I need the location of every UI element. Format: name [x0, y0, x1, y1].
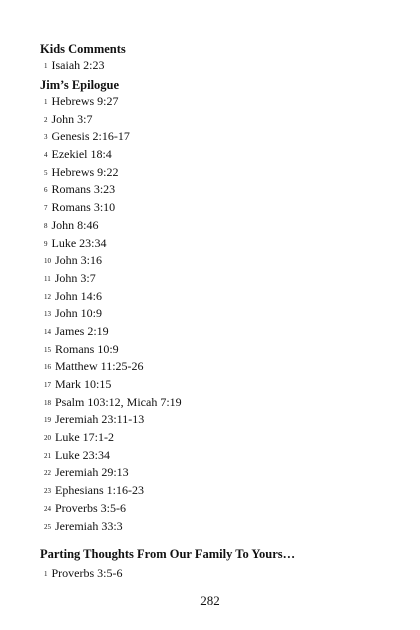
scripture-reference: Ezekiel 18:4 — [51, 147, 112, 162]
reference-item — [44, 306, 182, 324]
scripture-reference: Romans 3:10 — [51, 200, 116, 215]
scripture-reference: Proverbs 3:5-6 — [51, 566, 123, 580]
footnote-number: 24 — [44, 504, 51, 513]
scripture-reference: James 2:19 — [55, 323, 109, 338]
footnote-number: 21 — [44, 451, 51, 460]
footnote-number: 2 — [44, 115, 48, 124]
scripture-reference: Genesis 2:16-17 — [51, 129, 130, 144]
reference-item — [44, 519, 182, 537]
scripture-reference: Jeremiah 23:11-13 — [55, 412, 145, 427]
footnote-number: 14 — [44, 327, 51, 336]
scripture-reference: John 10:9 — [55, 306, 103, 321]
footnote-number: 1 — [44, 62, 48, 70]
footnote-number: 13 — [44, 310, 51, 319]
reference-item — [44, 58, 105, 73]
section-heading-parting-thoughts: Parting Thoughts From Our Family To Yours… — [40, 547, 296, 561]
section-heading-kids-comments: Kids Comments — [40, 42, 126, 56]
reference-item — [44, 342, 182, 360]
footnote-number: 3 — [44, 133, 48, 142]
scripture-reference: Hebrews 9:27 — [51, 94, 119, 108]
scripture-reference: Romans 10:9 — [55, 341, 119, 356]
reference-list-parting-thoughts — [44, 566, 123, 581]
scripture-reference: Luke 23:34 — [51, 235, 107, 250]
footnote-number: 22 — [44, 469, 51, 478]
reference-item — [44, 200, 182, 218]
reference-item — [44, 218, 182, 236]
footnote-number: 16 — [44, 363, 51, 372]
scripture-reference: Luke 23:34 — [55, 447, 110, 462]
footnote-number: 8 — [44, 221, 48, 230]
footnote-number: 11 — [44, 274, 51, 283]
reference-item — [44, 271, 182, 289]
reference-item — [44, 501, 182, 519]
page-number: 282 — [200, 593, 220, 608]
scripture-reference: Romans 3:23 — [51, 182, 116, 197]
reference-item — [44, 129, 182, 147]
footnote-number: 4 — [44, 151, 48, 160]
scripture-reference: Psalm 103:12, Micah 7:19 — [55, 394, 182, 409]
footnote-number: 23 — [44, 487, 51, 496]
reference-item — [44, 112, 182, 130]
scripture-reference: Jeremiah 33:3 — [55, 518, 123, 533]
reference-item — [44, 377, 182, 395]
scripture-reference: John 3:16 — [55, 253, 103, 268]
reference-item — [44, 253, 182, 271]
footnote-number: 20 — [44, 434, 51, 443]
footnote-number: 18 — [44, 398, 51, 407]
scripture-reference: Hebrews 9:22 — [51, 164, 119, 179]
scripture-reference: John 3:7 — [51, 111, 93, 126]
scripture-reference: Matthew 11:25-26 — [55, 359, 144, 374]
reference-item — [44, 465, 182, 483]
scripture-reference: John 8:46 — [51, 217, 99, 232]
footnote-number: 12 — [44, 292, 51, 301]
scripture-reference: Luke 17:1-2 — [55, 430, 114, 445]
footnote-number: 25 — [44, 522, 51, 531]
reference-list-jims-epilogue — [44, 94, 182, 536]
footnote-number: 10 — [44, 257, 51, 266]
footnote-number: 5 — [44, 168, 48, 177]
reference-item — [44, 566, 123, 581]
reference-item — [44, 182, 182, 200]
reference-item — [44, 430, 182, 448]
reference-item — [44, 483, 182, 501]
reference-item — [44, 94, 182, 112]
reference-item — [44, 165, 182, 183]
reference-item — [44, 412, 182, 430]
footnote-number: 1 — [44, 570, 48, 578]
reference-item — [44, 359, 182, 377]
scripture-reference: Ephesians 1:16-23 — [55, 483, 144, 498]
reference-list-kids-comments — [44, 58, 105, 73]
reference-item — [44, 324, 182, 342]
scripture-reference: Mark 10:15 — [55, 377, 112, 391]
footnote-number: 17 — [44, 381, 51, 389]
reference-item — [44, 448, 182, 466]
footnote-number: 6 — [44, 186, 48, 195]
scripture-reference: John 3:7 — [54, 270, 96, 285]
reference-item — [44, 395, 182, 413]
section-heading-jims-epilogue: Jim’s Epilogue — [40, 78, 120, 92]
scripture-reference: Isaiah 2:23 — [51, 58, 105, 72]
footnote-number: 1 — [44, 98, 48, 106]
reference-item — [44, 236, 182, 254]
scripture-reference: John 14:6 — [55, 288, 103, 303]
scripture-reference: Proverbs 3:5-6 — [55, 500, 126, 515]
reference-item — [44, 147, 182, 165]
footnote-number: 7 — [44, 204, 48, 213]
footnote-number: 9 — [44, 239, 48, 248]
reference-item — [44, 289, 182, 307]
footnote-number: 19 — [44, 416, 51, 425]
scripture-reference: Jeremiah 29:13 — [55, 465, 129, 480]
footnote-number: 15 — [44, 345, 51, 354]
